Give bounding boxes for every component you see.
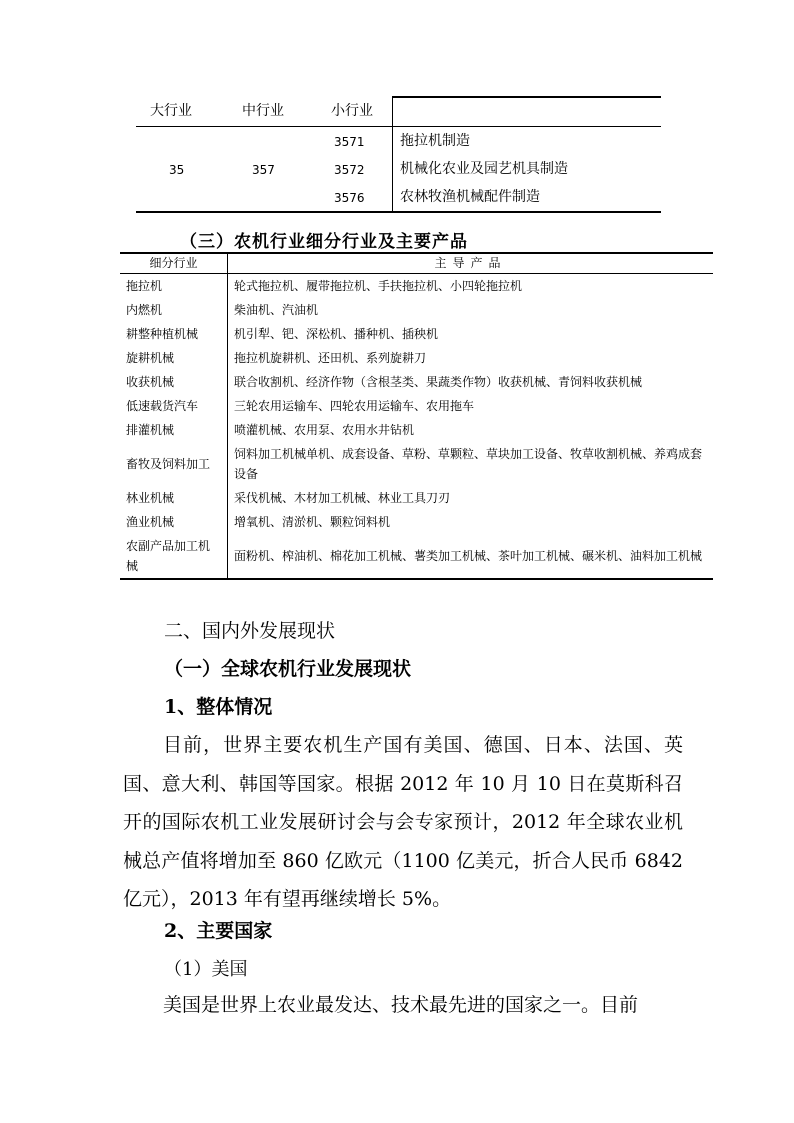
header-products: 主导产品	[228, 253, 714, 274]
heading-countries: 2、主要国家	[164, 920, 273, 942]
paragraph-usa: 美国是世界上农业最发达、技术最先进的国家之一。目前	[163, 994, 639, 1016]
products-cell: 三轮农用运输车、四轮农用运输车、农用拖车	[234, 399, 475, 413]
section-heading: （三）农机行业细分行业及主要产品	[180, 232, 468, 252]
heading-level-2: 二、国内外发展现状	[164, 620, 336, 642]
minor-name: 拖拉机制造	[400, 133, 470, 149]
products-cell: 联合收割机、经济作物（含根茎类、果蔬类作物）收获机械、青饲料收获机械	[234, 375, 643, 389]
products-cell: 柴油机、汽油机	[234, 303, 319, 317]
segment-cell: 渔业机械	[120, 510, 228, 534]
products-cell: 饲料加工机械单机、成套设备、草粉、草颗粒、草块加工设备、牧草收割机械、养鸡成套设备	[234, 447, 703, 481]
heading-level-3: （一）全球农机行业发展现状	[164, 658, 412, 680]
minor-code: 3571	[334, 135, 365, 149]
header-segment: 细分行业	[120, 253, 228, 274]
minor-code: 3576	[334, 191, 365, 205]
segment-cell: 耕整种植机械	[120, 322, 228, 346]
table-bottom-rule	[136, 211, 661, 213]
header-major-industry: 大行业	[150, 103, 192, 119]
table-row	[120, 510, 713, 534]
table-header-rule	[136, 126, 661, 127]
table-row	[120, 534, 713, 579]
header-medium-industry: 中行业	[242, 103, 284, 119]
segment-cell: 农副产品加工机械	[120, 534, 228, 579]
table-row	[120, 442, 713, 486]
heading-overall: 1、整体情况	[164, 696, 273, 718]
table-row	[120, 486, 713, 510]
products-cell: 机引犁、钯、深松机、播种机、插秧机	[234, 327, 439, 341]
table-row	[120, 394, 713, 418]
table-row	[120, 298, 713, 322]
table-row	[120, 274, 713, 299]
products-cell: 轮式拖拉机、履带拖拉机、手扶拖拉机、小四轮拖拉机	[234, 279, 523, 293]
table-top-rule	[392, 96, 661, 98]
segment-cell: 拖拉机	[120, 274, 228, 299]
table-row	[120, 322, 713, 346]
minor-name: 机械化农业及园艺机具制造	[400, 161, 568, 177]
table-row	[120, 418, 713, 442]
segment-cell: 畜牧及饲料加工	[120, 442, 228, 486]
major-industry-code: 35	[169, 163, 185, 177]
segment-cell: 排灌机械	[120, 418, 228, 442]
products-cell: 喷灌机械、农用泵、农用水井钻机	[234, 423, 415, 437]
segment-cell: 低速载货汽车	[120, 394, 228, 418]
paragraph-overall: 目前，世界主要农机生产国有美国、德国、日本、法国、英国、意大利、韩国等国家。根据 2012 年 10 月 10 日在莫斯科召开的国际农机工业发展研讨会与会专家预计，2012 年全球农业机械总产值将增加至 860 亿欧元（1100 亿美元，折合人民币 6842 亿元），2013 年有望再继续增长 5%。	[123, 734, 683, 910]
header-minor-industry: 小行业	[331, 103, 373, 119]
minor-code: 3572	[334, 163, 365, 177]
segment-cell: 旋耕机械	[120, 346, 228, 370]
products-cell: 拖拉机旋耕机、还田机、系列旋耕刀	[234, 351, 427, 365]
products-cell: 采伐机械、木材加工机械、林业工具刀刃	[234, 491, 451, 505]
minor-name: 农林牧渔机械配件制造	[400, 189, 540, 205]
table-row	[120, 346, 713, 370]
products-cell: 增氧机、清淤机、颗粒饲料机	[234, 515, 391, 529]
segment-cell: 林业机械	[120, 486, 228, 510]
industry-code-table	[136, 96, 661, 213]
segment-cell: 内燃机	[120, 298, 228, 322]
table-column-divider	[392, 96, 393, 213]
medium-industry-code: 357	[252, 163, 275, 177]
table-row	[120, 370, 713, 394]
heading-usa: （1）美国	[164, 959, 248, 980]
products-cell: 面粉机、榨油机、棉花加工机械、薯类加工机械、茶叶加工机械、碾米机、油料加工机械	[228, 534, 714, 579]
segment-product-table	[120, 252, 713, 580]
segment-cell: 收获机械	[120, 370, 228, 394]
